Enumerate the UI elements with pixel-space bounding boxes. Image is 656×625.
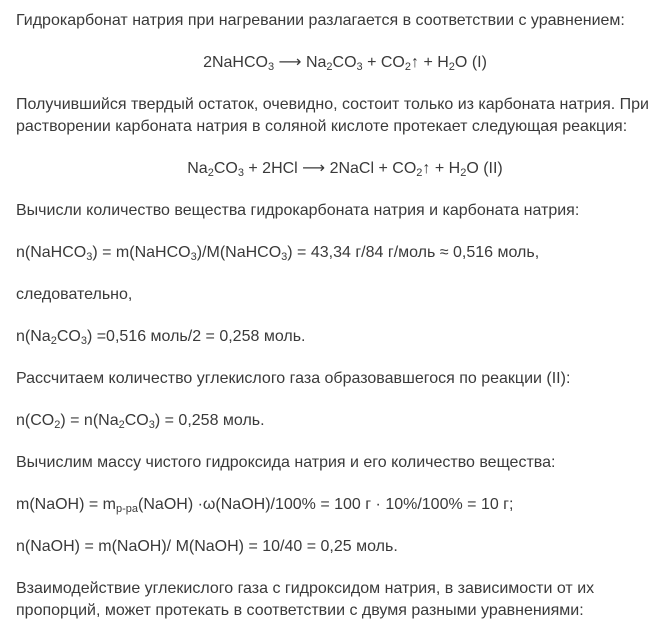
n-nahco3-formula: n(NaHCO$_3$) = m(NaHCO$_3$)/M(NaHCO$_3$) = 43,34 г/84 г/моль ≈ 0,516 моль, [16, 244, 540, 263]
m-naoh-formula: m(NaOH) = $m_{р-ра}(NaOH)$ ·ω(NaOH)/100% = 100 г · 10%/100% = 10 г; [16, 496, 514, 515]
n-naoh-formula: n(NaOH) = m(NaOH)/ M(NaOH) = 10/40 = 0,25 моль. [16, 538, 398, 555]
calc-intro-text: Вычисли количество вещества гидрокарбоната натрия и карбоната натрия: [16, 202, 580, 219]
final-paragraph-line1: Взаимодействие углекислого газа с гидроксидом натрия, в зависимости от их [16, 580, 595, 597]
naoh-intro-text: Вычислим массу чистого гидроксида натрия и его количество вещества: [16, 454, 556, 471]
co2-intro-text: Рассчитаем количество углекислого газа образовавшегося по реакции (II): [16, 370, 571, 387]
consequently-text: следовательно, [16, 286, 133, 303]
paragraph-residue-line1: Получившийся твердый остаток, очевидно, состоит только из карбоната натрия. При [16, 96, 649, 113]
n-na2co3-formula: $n(Na_2CO_3) =0,516$ моль/2 = 0,258 моль. [16, 328, 306, 347]
equation-1: 2NaHCO$_3$ ⟶ $Na_2CO_3$ + $CO_2↑ + H_2O$ (I) [203, 54, 487, 73]
intro-text: Гидрокарбонат натрия при нагревании разлагается в соответствии с уравнением: [16, 12, 625, 29]
paragraph-residue-line2: растворении карбоната натрия в соляной кислоте протекает следующая реакция: [16, 118, 628, 135]
final-paragraph-line2: пропорций, может протекать в соответствии с двумя разными уравнениями: [16, 602, 584, 619]
n-co2-formula: $n(CO_2) = n(Na_2CO_3) = 0,258$ моль. [16, 412, 265, 431]
equation-2: $Na_2CO_3 + 2HCl$ ⟶ 2NaCl + $CO_2↑ + H_2O$ (II) [187, 160, 503, 179]
